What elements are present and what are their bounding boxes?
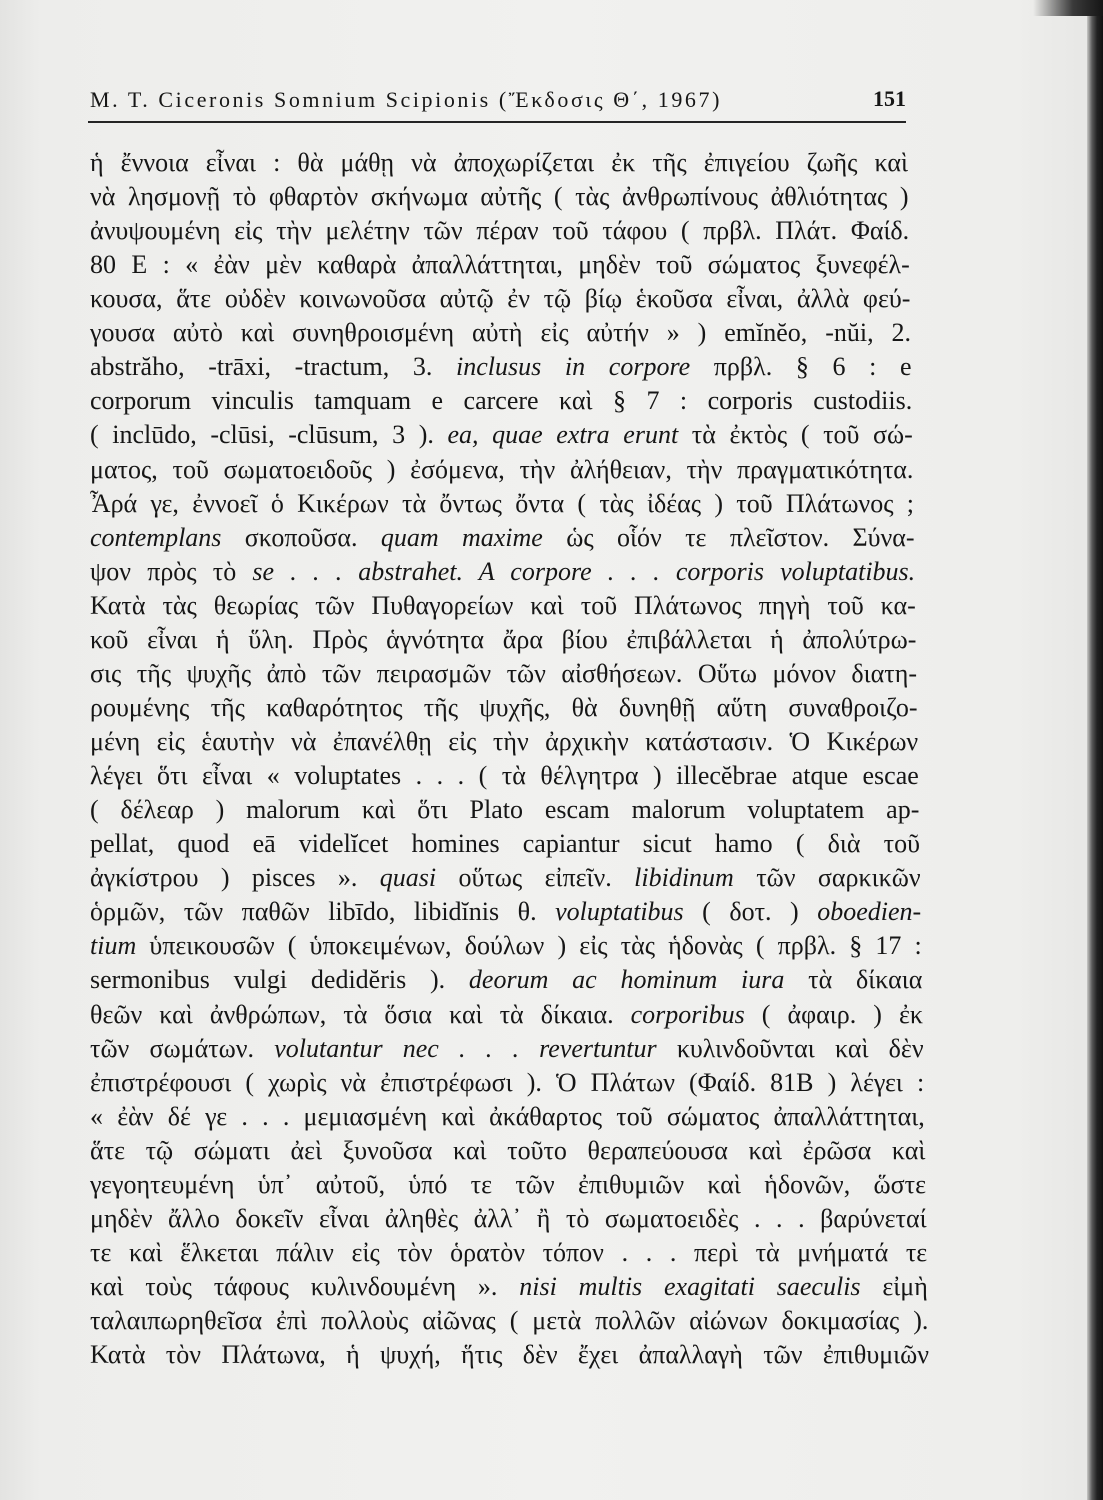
text-run: τὰ ἐκτὸς ( τοῦ σώ-: [678, 420, 913, 450]
text-line-content: [90, 1270, 928, 1304]
text-run: μένη εἰς ἑαυτὴν νὰ ἐπανέλθῃ εἰς τὴν ἀρχικὴν κατάστασιν. Ὁ Κικέρων: [90, 727, 919, 757]
text-line-content: [90, 487, 914, 521]
italic-text-run: ea, quae extra erunt: [447, 420, 679, 450]
text-run: θεῶν καὶ ἀνθρώπων, τὰ ὅσια καὶ τὰ δίκαια.: [90, 999, 631, 1029]
text-line-content: [90, 895, 921, 929]
text-run: ὑπεικουσῶν ( ὑποκειμένων, δούλων ) εἰς τὰς ἡδονὰς ( πρβλ. § 17 :: [136, 931, 922, 961]
text-run: λέγει ὅτι εἶναι « voluptates . . . ( τὰ θέλγητρα ) illecĕbrae atque escae: [90, 761, 919, 791]
italic-text-run: voluptatibus: [555, 897, 684, 927]
text-line: [90, 793, 919, 827]
text-run: sermonibus vulgi dedidĕris ).: [90, 965, 469, 995]
italic-text-run: quam maxime: [380, 522, 543, 552]
running-head-title: M. T. Ciceronis Somnium Scipionis (Ἔκδοσις Θ΄, 1967): [90, 87, 722, 112]
text-line-content: [90, 146, 908, 180]
text-line: [90, 282, 910, 316]
italic-text-run: oboedien-: [817, 897, 922, 927]
text-line-content: [90, 1202, 927, 1236]
text-line-content: [90, 691, 918, 725]
text-line-content: [90, 1032, 924, 1066]
italic-text-run: contemplans: [90, 522, 222, 552]
text-line-content: [90, 657, 917, 691]
text-line-content: [90, 861, 921, 895]
text-run: ( inclūdo, -clūsi, -clūsum, 3 ).: [90, 420, 448, 450]
text-line-content: [90, 963, 922, 997]
text-line-content: [90, 623, 916, 657]
text-run: γεγοητευμένη ὑπ᾿ αὐτοῦ, ὑπό τε τῶν ἐπιθυμιῶν καὶ ἡδονῶν, ὥστε: [90, 1169, 926, 1199]
text-line: [90, 316, 911, 350]
text-run: ἀνυψουμένη εἰς τὴν μελέτην τῶν πέραν τοῦ τάφου ( πρβλ. Πλάτ. Φαίδ.: [90, 216, 910, 246]
text-line: [90, 555, 915, 589]
text-run: τὰ δίκαια: [784, 965, 923, 995]
text-line: [90, 487, 914, 521]
text-line: [90, 691, 918, 725]
italic-text-run: deorum ac hominum iura: [468, 965, 785, 995]
text-line: [90, 1338, 929, 1372]
text-run: ματος, τοῦ σωματοειδοῦς ) ἐσόμενα, τὴν ἀλήθειαν, τὴν πραγματικότητα.: [90, 454, 914, 484]
text-line-content: [90, 1236, 927, 1270]
text-line-content: [90, 827, 920, 861]
text-line-content: [90, 453, 913, 487]
text-line: [90, 1134, 925, 1168]
italic-text-run: inclusus in corpore: [456, 352, 691, 382]
text-line: [90, 350, 912, 384]
text-run: σκοποῦσα.: [221, 522, 381, 552]
text-line-content: [90, 793, 919, 827]
text-run: κουσα, ἅτε οὐδὲν κοινωνοῦσα αὐτῷ ἐν τῷ βίῳ ἑκοῦσα εἶναι, ἀλλὰ φεύ-: [90, 284, 911, 314]
text-line-content: [90, 418, 913, 452]
page-number: 151: [873, 86, 906, 111]
text-line: [90, 1066, 924, 1100]
text-line-content: [90, 350, 912, 384]
text-line-content: [90, 759, 919, 793]
text-line-content: [90, 725, 918, 759]
text-line-content: [90, 384, 912, 418]
text-line: [90, 1270, 928, 1304]
italic-text-run: tium: [90, 931, 137, 961]
text-run: πρβλ. § 6 : e: [690, 352, 912, 382]
text-line: [90, 1304, 928, 1338]
text-line: [90, 827, 920, 861]
text-line: [90, 657, 917, 691]
text-line: [90, 384, 912, 418]
text-line: [90, 521, 915, 555]
text-run: ὁρμῶν, τῶν παθῶν libīdo, libidĭnis θ.: [90, 897, 556, 927]
text-run: ( ἀφαιρ. ) ἐκ: [744, 999, 923, 1029]
text-run: τῶν σαρκικῶν: [733, 863, 921, 893]
text-line: [90, 963, 922, 997]
text-line-content: [90, 555, 915, 589]
text-run: 80 E : « ἐὰν μὲν καθαρὰ ἀπαλλάττηται, μηδὲν τοῦ σώματος ξυνεφέλ-: [90, 250, 910, 280]
text-run: ( δοτ. ): [683, 897, 818, 927]
text-line: [90, 1032, 924, 1066]
text-run: Κατὰ τὰς θεωρίας τῶν Πυθαγορείων καὶ τοῦ Πλάτωνος πηγὴ τοῦ κα-: [90, 590, 916, 620]
text-line: [90, 895, 921, 929]
text-line: [90, 248, 910, 282]
text-run: Κατὰ τὸν Πλάτωνα, ἡ ψυχή, ἥτις δὲν ἔχει ἀπαλλαγὴ τῶν ἐπιθυμιῶν: [90, 1340, 929, 1370]
text-line-content: [90, 521, 915, 555]
text-line: [90, 725, 918, 759]
text-run: ἐπιστρέφουσι ( χωρὶς νὰ ἐπιστρέφωσι ). Ὁ Πλάτων (Φαίδ. 81B ) λέγει :: [90, 1067, 925, 1097]
text-run: ψον πρὸς τὸ: [90, 556, 253, 586]
italic-text-run: volutantur nec . . . revertuntur: [274, 1033, 657, 1063]
text-line: [90, 180, 909, 214]
text-line-content: [90, 1134, 925, 1168]
text-run: γουσα αὐτὸ καὶ συνηθροισμένη αὐτὴ εἰς αὐτήν » ) emĭnĕo, -nŭi, 2.: [90, 318, 911, 348]
text-line: [90, 1236, 927, 1270]
text-line: [90, 623, 916, 657]
text-run: abstrăho, -trāxi, -tractum, 3.: [90, 352, 457, 382]
text-run: κυλινδοῦνται καὶ δὲν: [656, 1033, 924, 1063]
text-run: καὶ τοὺς τάφους κυλινδουμένη ».: [90, 1271, 520, 1301]
text-run: ρουμένης τῆς καθαρότητος τῆς ψυχῆς, θὰ δυνηθῇ αὕτη συναθροιζο-: [90, 692, 918, 722]
text-line-content: [90, 1168, 926, 1202]
text-run: ἅτε τῷ σώματι ἀεὶ ξυνοῦσα καὶ τοῦτο θεραπεύουσα καὶ ἐρῶσα καὶ: [90, 1135, 926, 1165]
text-run: ταλαιπωρηθεῖσα ἐπὶ πολλοὺς αἰῶνας ( μετὰ πολλῶν αἰώνων δοκιμασίας ).: [90, 1306, 929, 1336]
italic-text-run: corporibus: [630, 999, 745, 1029]
text-run: ὡς οἷόν τε πλεῖστον. Σύνα-: [542, 522, 915, 552]
text-line-content: [90, 1304, 928, 1338]
italic-text-run: se . . . abstrahet. A corpore . . . corporis voluptatibus.: [252, 556, 916, 586]
text-line: [90, 214, 909, 248]
text-run: corporum vinculis tamquam e carcere καὶ § 7 : corporis custodiis.: [90, 386, 913, 416]
text-line: [90, 1100, 925, 1134]
text-line-content: [90, 998, 923, 1032]
text-line: [90, 589, 916, 623]
text-line-content: [90, 180, 909, 214]
text-line-content: [90, 282, 910, 316]
italic-text-run: nisi multis exagitati saeculis: [519, 1271, 861, 1301]
text-line-content: [90, 589, 916, 623]
text-line-content: [90, 929, 922, 963]
text-line: [90, 1168, 926, 1202]
text-run: « ἐὰν δέ γε . . . μεμιασμένη καὶ ἀκάθαρτος τοῦ σώματος ἀπαλλάττηται,: [90, 1101, 925, 1131]
text-run: ἡ ἔννοια εἶναι : θὰ μάθῃ νὰ ἀποχωρίζεται ἐκ τῆς ἐπιγείου ζωῆς καὶ: [90, 148, 908, 177]
text-run: pellat, quod eā videlĭcet homines capiantur sicut hamo ( διὰ τοῦ: [90, 829, 920, 859]
text-line-content: [90, 1338, 929, 1372]
italic-text-run: libidinum: [634, 863, 734, 893]
text-run: ἀγκίστρου ) pisces ».: [90, 863, 380, 893]
text-line: [90, 929, 922, 963]
text-line-content: [90, 1066, 924, 1100]
text-line-content: [90, 316, 911, 350]
text-run: σις τῆς ψυχῆς ἀπὸ τῶν πειρασμῶν τῶν αἰσθήσεων. Οὕτω μόνον διατη-: [90, 658, 917, 688]
text-run: τε καὶ ἕλκεται πάλιν εἰς τὸν ὁρατὸν τόπον . . . περὶ τὰ μνήματά τε: [90, 1237, 928, 1267]
text-run: ( δέλεαρ ) malorum καὶ ὅτι Plato escam malorum voluptatem ap-: [90, 795, 920, 825]
text-run: μηδὲν ἄλλο δοκεῖν εἶναι ἀληθὲς ἀλλ᾿ ἢ τὸ σωματοειδὲς . . . βαρύνεταί: [90, 1203, 927, 1233]
text-run: τῶν σωμάτων.: [90, 1033, 275, 1063]
text-run: κοῦ εἶναι ἡ ὕλη. Πρὸς ἁγνότητα ἄρα βίου ἐπιβάλλεται ἡ ἀπολύτρω-: [90, 624, 917, 654]
text-run: νὰ λησμονῇ τὸ φθαρτὸν σκήνωμα αὐτῆς ( τὰς ἀνθρωπίνους ἀθλιότητας ): [90, 182, 909, 212]
text-line-content: [90, 214, 909, 248]
text-line: [90, 861, 921, 895]
text-line: [90, 146, 908, 180]
italic-text-run: quasi: [379, 863, 437, 893]
text-line: [90, 453, 913, 487]
text-run: εἰμὴ: [860, 1271, 928, 1301]
text-run: οὕτως εἰπεῖν.: [436, 863, 635, 893]
text-line: [90, 759, 919, 793]
text-line: [90, 1202, 927, 1236]
text-run: Ἆρά γε, ἐννοεῖ ὁ Κικέρων τὰ ὄντως ὄντα ( τὰς ἰδέας ) τοῦ Πλάτωνος ;: [90, 488, 914, 518]
text-line-content: [90, 248, 910, 282]
text-line: [90, 998, 923, 1032]
text-line-content: [90, 1100, 925, 1134]
text-line: [90, 418, 913, 452]
